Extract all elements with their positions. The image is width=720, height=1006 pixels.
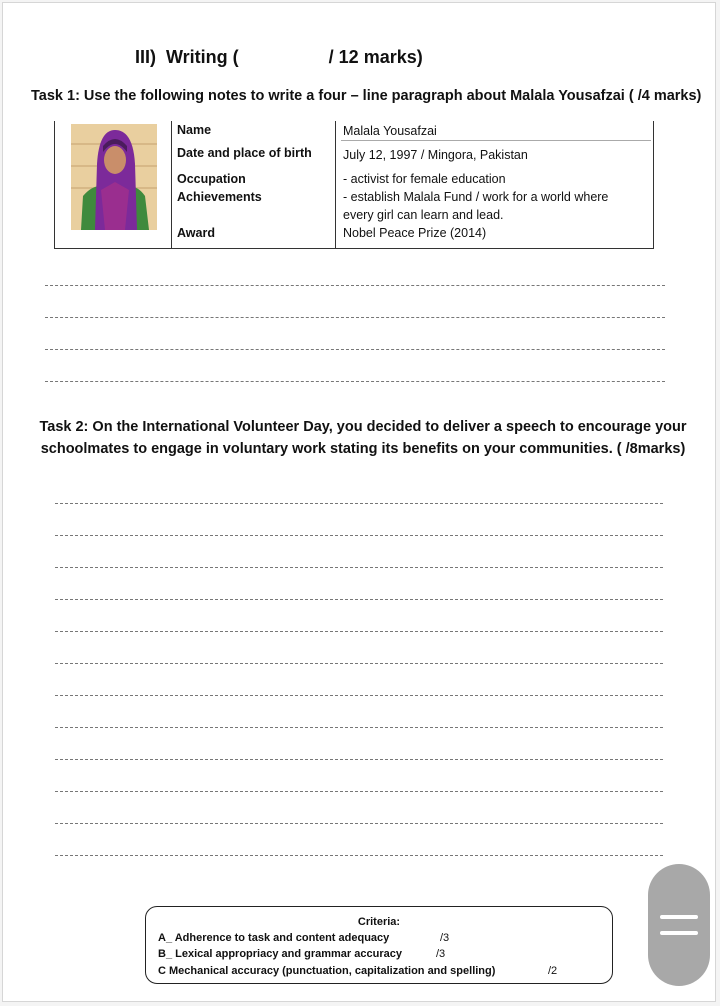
answer-line[interactable] [55, 503, 663, 504]
profile-table [54, 121, 654, 249]
answer-line[interactable] [55, 695, 663, 696]
answer-line[interactable] [45, 381, 665, 382]
occupation-value: - activist for female education [343, 172, 506, 186]
answer-line[interactable] [55, 631, 663, 632]
answer-line[interactable] [55, 727, 663, 728]
occupation-label: Occupation [177, 172, 246, 186]
award-value: Nobel Peace Prize (2014) [343, 226, 487, 240]
table-divider [171, 121, 172, 248]
criteria-score-c: /2 [548, 965, 558, 977]
worksheet-page [2, 2, 716, 1002]
criteria-item-a: A_ Adherence to task and content adequacy [158, 932, 390, 944]
answer-line[interactable] [55, 791, 663, 792]
answer-line[interactable] [55, 567, 663, 568]
menu-button[interactable] [648, 864, 710, 986]
criteria-item-b: B_ Lexical appropriacy and grammar accuracy [158, 948, 402, 960]
task2-lead: Task 2: [39, 419, 89, 435]
answer-line[interactable] [45, 317, 665, 318]
answer-line[interactable] [55, 759, 663, 760]
achievements-line-1: - establish Malala Fund / work for a world where [343, 190, 609, 204]
criteria-item-c: C Mechanical accuracy (punctuation, capitalization and spelling) [158, 965, 496, 977]
criteria-score-b: /3 [436, 948, 446, 960]
task1-heading: Task 1: Use the following notes to write a four – line paragraph about Malala Yousafzai ( /4 marks) [31, 88, 702, 104]
criteria-box [145, 906, 613, 984]
answer-line[interactable] [55, 823, 663, 824]
criteria-score-a: /3 [440, 932, 450, 944]
table-divider [335, 121, 336, 248]
achievements-label: Achievements [177, 190, 262, 204]
birth-value: July 12, 1997 / Mingora, Pakistan [343, 148, 528, 162]
award-label: Award [177, 226, 215, 240]
birth-label: Date and place of birth [177, 146, 312, 160]
name-underline [341, 140, 651, 141]
answer-line[interactable] [55, 535, 663, 536]
task2-text: On the International Volunteer Day, you decided to deliver a speech to encourage your schoolmates to engage in voluntary work stating its benefits on your communities. ( /8marks) [40, 419, 687, 457]
task2-prompt [31, 416, 695, 460]
section-title: III) Writing ( / 12 marks) [135, 47, 423, 67]
answer-line[interactable] [55, 599, 663, 600]
answer-line[interactable] [55, 663, 663, 664]
answer-line[interactable] [45, 349, 665, 350]
portrait-photo [71, 124, 157, 230]
achievements-line-2: every girl can learn and lead. [343, 208, 504, 222]
answer-line[interactable] [45, 285, 665, 286]
criteria-title: Criteria: [357, 916, 401, 928]
name-label: Name [177, 123, 212, 137]
answer-line[interactable] [55, 855, 663, 856]
name-value: Malala Yousafzai [343, 124, 437, 138]
